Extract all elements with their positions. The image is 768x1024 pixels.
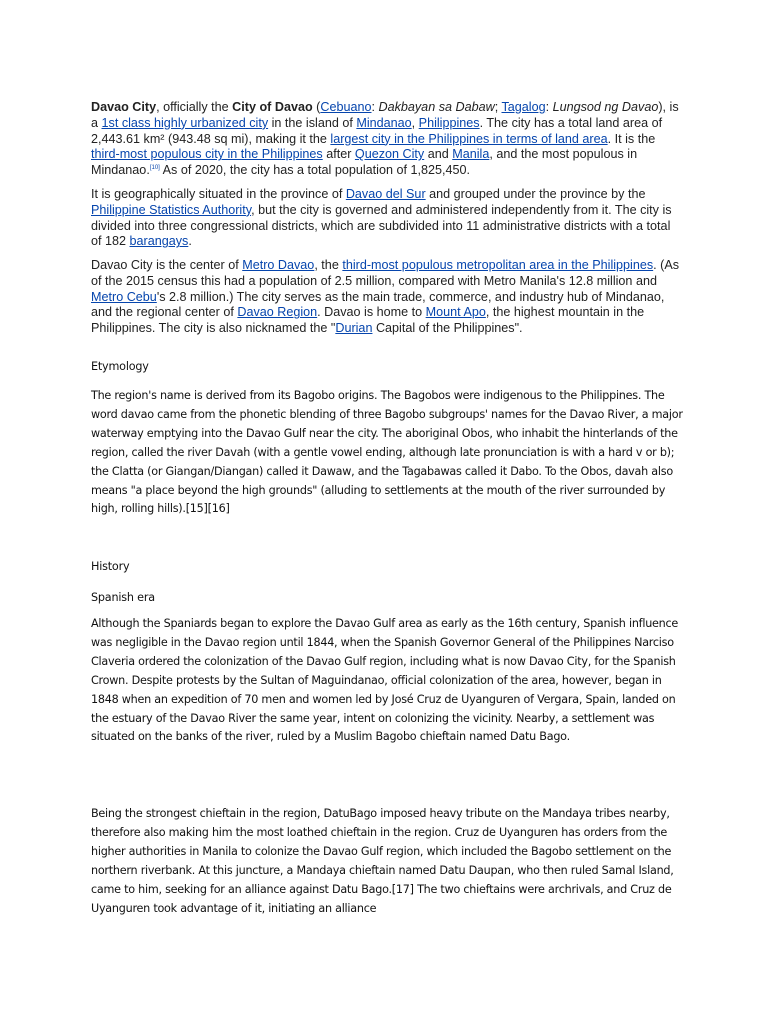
geography-paragraph [91,187,681,250]
text: , the highest mountain in the Philippines. The city is also nicknamed the " [91,305,645,336]
etymology-paragraph: The region's name is derived from its Bagobo origins. The Bagobos were indigenous to the Philippines. The word davao came from the phonetic blending of three Bagobo subgroups' names for the Davao River, a major waterway emptying into the Davao Gulf near the city. The aboriginal Obos, who inhabit the hinterlands of the region, called the river Davah (with a gentle vowel ending, although late pronunciation is with a hard v or b); the Clatta (or Giangan/Diangan) called it Dawaw, and the Tagabawas called it Dabo. To the Obos, davah also means "a place beyond the high grounds" (alluding to settlements at the mouth of the river surrounded by high, rolling hills).[15][16] [91,389,683,516]
cebuano-name: Dakbayan sa Dabaw [378,100,495,114]
text: It is geographically situated in the province of [91,187,346,201]
davao-del-sur-link[interactable]: Davao del Sur [345,187,426,201]
text: . The city has a total land area of 2,443.61 km² (943.48 sq mi), making it the [91,115,663,146]
text: : [371,100,379,114]
text: , the [314,258,343,272]
spanish-era-heading: Spanish era [91,591,155,604]
metro-paragraph [91,258,681,337]
city-name: Davao City [91,100,157,114]
text: and grouped under the province by the [425,187,646,201]
cebuano-link[interactable]: Cebuano [320,100,372,114]
text: : [545,100,553,114]
text: . Davao is home to [317,305,426,320]
mount-apo-link[interactable]: Mount Apo [425,305,486,320]
text: , [411,115,419,130]
history-paragraph-1: Although the Spaniards began to explore the Davao Gulf area as early as the 16th century, Spanish influence was negligible in the Davao region until 1844, when the Spanish Governor General of the Philippines Narciso Claveria ordered the colonization of the Davao Gulf region, including what is now Davao City, for the Spanish Crown. Despite protests by the Sultan of Maguindanao, official colonization of the area, however, began in 1848 when an expedition of 70 men and women led by José Cruz de Uyanguren of Vergara, Spain, landed on the estuary of the Davao River the same year, intent on colonizing the vicinity. Nearby, a settlement was situated on the banks of the river, ruled by a Muslim Bagobo chieftain named Datu Bago. [91,617,679,744]
psa-link[interactable]: Philippine Statistics Authority [91,202,252,217]
highly-urbanized-city-link[interactable]: 1st class highly urbanized city [101,115,269,130]
third-most-populous-city-link[interactable]: third-most populous city in the Philippines [91,147,323,162]
durian-link[interactable]: Durian [335,321,373,336]
text: 's 2.8 million.) The city serves as the main trade, commerce, and industry hub of Mindanao, and the regional center of [91,289,665,320]
mindanao-link[interactable]: Mindanao [356,115,412,130]
text: and [424,147,453,162]
text: Capital of the Philippines". [372,321,523,336]
manila-link[interactable]: Manila [452,147,490,162]
text: . (As of the 2015 census this had a population of 2.5 million, compared with Metro Manila's 12.8 million and [91,258,680,288]
quezon-city-link[interactable]: Quezon City [354,147,425,162]
text: in the island of [268,115,357,130]
text: , and the most populous in Mindanao. [91,147,638,178]
largest-city-link[interactable]: largest city in the Philippines in terms of land area [330,131,608,146]
metropolitan-area-link[interactable]: third-most populous metropolitan area in the Philippines [342,258,654,272]
official-name: City of Davao [232,100,313,114]
text: ; [494,100,502,114]
text: ( [312,100,321,114]
citation-ref[interactable]: [10] [149,165,160,171]
metro-davao-link[interactable]: Metro Davao [242,258,315,272]
metro-cebu-link[interactable]: Metro Cebu [91,289,157,304]
history-heading: History [91,560,130,573]
text: Davao City is the center of [91,258,243,272]
history-paragraph-2: Being the strongest chieftain in the region, DatuBago imposed heavy tribute on the Mandaya tribes nearby, therefore also making him the most loathed chieftain in the region. Cruz de Uyanguren has orders from the higher authorities in Manila to colonize the Davao Gulf region, which included the Bagobo settlement on the northern riverbank. At this juncture, a Mandaya chieftain named Datu Daupan, who then ruled Samal Island, came to him, seeking for an alliance against Datu Bago.[17] The two chieftains were archrivals, and Cruz de Uyanguren took advantage of it, initiating an alliance [91,807,674,915]
text: ), is a [91,100,679,130]
text: , officially the [156,100,233,114]
tagalog-name: Lungsod ng Davao [552,100,659,114]
etymology-heading: Etymology [91,360,149,373]
philippines-link[interactable]: Philippines [418,115,480,130]
text: , but the city is governed and administered independently from it. The city is divided into three congressional districts, which are subdivided into 11 administrative districts with a total of 182 [91,202,672,249]
text: after [322,147,355,162]
barangays-link[interactable]: barangays [129,234,189,249]
davao-region-link[interactable]: Davao Region [237,305,318,320]
intro-paragraph [91,100,681,179]
text: As of 2020, the city has a total population of 1,825,450. [159,163,470,178]
text: . [188,234,192,249]
text: . It is the [607,131,656,146]
tagalog-link[interactable]: Tagalog [501,100,546,114]
